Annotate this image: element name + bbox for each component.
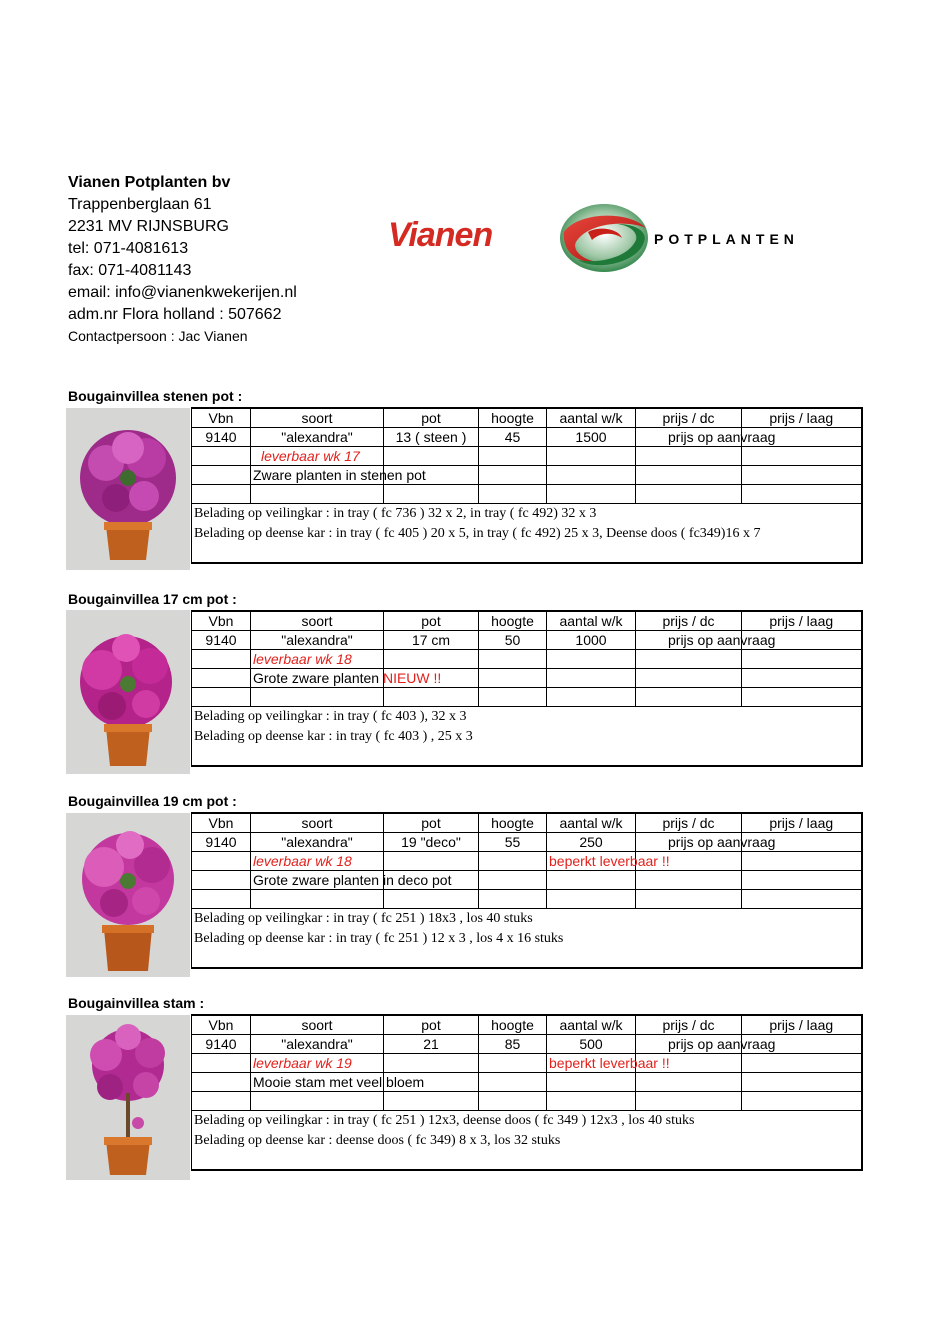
logo-swirl-icon	[558, 202, 650, 274]
new-badge: NIEUW !!	[382, 669, 442, 686]
cell-vbn: 9140	[192, 1035, 251, 1054]
cell-empty	[742, 688, 862, 707]
col-header-hoogte: hoogte	[479, 1015, 547, 1035]
cell-empty	[479, 1092, 547, 1111]
cell-pot: 17 cm	[384, 631, 479, 650]
cell-hoogte: 50	[479, 631, 547, 650]
cell-empty	[384, 852, 479, 871]
loading-notes	[192, 909, 862, 969]
cell-empty	[192, 650, 251, 669]
cell-empty	[636, 871, 742, 890]
col-header-prijs-dc: prijs / dc	[636, 408, 742, 428]
cell-empty	[547, 466, 636, 485]
col-header-vbn: Vbn	[192, 611, 251, 631]
cell-vbn: 9140	[192, 631, 251, 650]
cell-empty	[192, 1054, 251, 1073]
cell-empty	[547, 1092, 636, 1111]
cell-empty	[547, 890, 636, 909]
description-cell	[251, 871, 452, 890]
loading-notes	[192, 1111, 862, 1171]
table-row	[192, 833, 862, 852]
col-header-soort: soort	[251, 1015, 384, 1035]
table-row	[192, 871, 862, 890]
price-text: prijs op aanvraag	[668, 631, 776, 648]
cell-empty	[547, 650, 636, 669]
cell-empty	[192, 669, 251, 688]
table-row	[192, 428, 862, 447]
col-header-hoogte: hoogte	[479, 611, 547, 631]
table-row	[192, 1054, 862, 1073]
logo-subtitle: POTPLANTEN	[654, 231, 799, 247]
table-row	[192, 669, 862, 688]
cell-empty	[636, 890, 742, 909]
product-table	[191, 1014, 863, 1171]
cell-empty	[479, 447, 547, 466]
section-title: Bougainvillea stenen pot :	[68, 388, 243, 404]
cell-empty	[192, 852, 251, 871]
availability-cell	[251, 447, 384, 466]
table-row	[192, 1092, 862, 1111]
cell-empty	[742, 1073, 862, 1092]
product-table	[191, 812, 863, 969]
cell-empty	[384, 447, 479, 466]
company-city: 2231 MV RIJNSBURG	[68, 218, 229, 235]
cell-empty	[742, 871, 862, 890]
col-header-prijs-laag: prijs / laag	[742, 611, 862, 631]
cell-empty	[251, 1092, 384, 1111]
table-row	[192, 631, 862, 650]
cell-aantal: 500	[547, 1035, 636, 1054]
loading-row	[192, 1111, 862, 1171]
cell-empty	[742, 1092, 862, 1111]
loading-veilingkar: Belading op veilingkar : in tray ( fc 736 ) 32 x 2, in tray ( fc 492) 32 x 3	[194, 506, 597, 521]
table-row	[192, 485, 862, 504]
description-text: Mooie stam met veel bloem	[253, 1073, 425, 1090]
col-header-pot: pot	[384, 1015, 479, 1035]
col-header-aantal: aantal w/k	[547, 408, 636, 428]
price-text: prijs op aanvraag	[668, 833, 776, 850]
cell-empty	[479, 466, 547, 485]
loading-notes	[192, 504, 862, 564]
cell-hoogte: 85	[479, 1035, 547, 1054]
cell-empty	[636, 466, 742, 485]
cell-empty	[384, 688, 479, 707]
company-contact: Contactpersoon : Jac Vianen	[68, 328, 248, 344]
cell-empty	[636, 669, 742, 688]
col-header-prijs-laag: prijs / laag	[742, 1015, 862, 1035]
col-header-soort: soort	[251, 408, 384, 428]
table-header-row	[192, 813, 862, 833]
loading-row	[192, 707, 862, 767]
cell-empty	[636, 1073, 742, 1092]
cell-soort: "alexandra"	[251, 428, 384, 447]
section-title: Bougainvillea 17 cm pot :	[68, 591, 237, 607]
cell-empty	[636, 485, 742, 504]
col-header-prijs-dc: prijs / dc	[636, 813, 742, 833]
cell-empty	[479, 485, 547, 504]
description-cell	[251, 466, 426, 485]
availability-note-cell	[547, 852, 670, 871]
availability-text: leverbaar wk 18	[253, 650, 352, 667]
cell-empty	[479, 871, 547, 890]
col-header-prijs-laag: prijs / laag	[742, 408, 862, 428]
price-text: prijs op aanvraag	[668, 1035, 776, 1052]
cell-vbn: 9140	[192, 428, 251, 447]
availability-note: beperkt leverbaar !!	[549, 852, 670, 869]
cell-empty	[636, 447, 742, 466]
loading-row	[192, 504, 862, 564]
availability-cell	[251, 1054, 384, 1073]
company-fax: fax: 071-4081143	[68, 262, 192, 279]
cell-empty	[479, 852, 547, 871]
table-row	[192, 852, 862, 871]
cell-empty	[547, 1073, 636, 1092]
table-row	[192, 466, 862, 485]
section-title: Bougainvillea stam :	[68, 995, 205, 1011]
cell-empty	[384, 890, 479, 909]
cell-empty	[636, 688, 742, 707]
cell-empty	[192, 688, 251, 707]
cell-empty	[479, 669, 547, 688]
col-header-prijs-dc: prijs / dc	[636, 611, 742, 631]
cell-aantal: 1000	[547, 631, 636, 650]
cell-empty	[192, 1073, 251, 1092]
col-header-vbn: Vbn	[192, 1015, 251, 1035]
company-email: email: info@vianenkwekerijen.nl	[68, 284, 297, 301]
table-header-row	[192, 611, 862, 631]
cell-empty	[547, 447, 636, 466]
loading-deense-kar: Belading op deense kar : in tray ( fc 251 ) 12 x 3 , los 4 x 16 stuks	[194, 931, 564, 946]
cell-empty	[742, 852, 862, 871]
cell-prijs	[636, 1035, 776, 1054]
table-row	[192, 1073, 862, 1092]
company-admnr: adm.nr Flora holland : 507662	[68, 306, 282, 323]
cell-prijs	[636, 631, 776, 650]
cell-soort: "alexandra"	[251, 833, 384, 852]
cell-empty	[547, 688, 636, 707]
col-header-aantal: aantal w/k	[547, 813, 636, 833]
cell-empty	[479, 688, 547, 707]
cell-empty	[192, 890, 251, 909]
cell-empty	[636, 650, 742, 669]
cell-vbn: 9140	[192, 833, 251, 852]
description-text: Grote zware planten in deco pot	[253, 871, 452, 888]
company-address-block	[68, 172, 297, 346]
col-header-soort: soort	[251, 813, 384, 833]
col-header-vbn: Vbn	[192, 408, 251, 428]
availability-note: beperkt leverbaar !!	[549, 1054, 670, 1071]
cell-hoogte: 45	[479, 428, 547, 447]
loading-notes	[192, 707, 862, 767]
col-header-aantal: aantal w/k	[547, 1015, 636, 1035]
cell-empty	[479, 650, 547, 669]
cell-aantal: 250	[547, 833, 636, 852]
cell-empty	[251, 688, 384, 707]
col-header-prijs-laag: prijs / laag	[742, 813, 862, 833]
price-text: prijs op aanvraag	[668, 428, 776, 445]
table-row	[192, 890, 862, 909]
col-header-prijs-dc: prijs / dc	[636, 1015, 742, 1035]
product-table	[191, 610, 863, 767]
cell-empty	[742, 1054, 862, 1073]
table-row	[192, 650, 862, 669]
availability-cell	[251, 852, 384, 871]
cell-empty	[742, 447, 862, 466]
table-row	[192, 1035, 862, 1054]
table-header-row	[192, 408, 862, 428]
col-header-hoogte: hoogte	[479, 813, 547, 833]
description-text	[253, 670, 441, 686]
availability-text: leverbaar wk 17	[261, 447, 360, 464]
section-title: Bougainvillea 19 cm pot :	[68, 793, 237, 809]
cell-empty	[384, 650, 479, 669]
cell-empty	[192, 447, 251, 466]
cell-empty	[192, 466, 251, 485]
cell-empty	[479, 1073, 547, 1092]
cell-empty	[479, 1054, 547, 1073]
col-header-soort: soort	[251, 611, 384, 631]
cell-empty	[547, 485, 636, 504]
plant-photo	[66, 610, 190, 774]
cell-prijs	[636, 833, 776, 852]
vianen-logo	[388, 202, 838, 274]
logo-wordmark: Vianen	[388, 216, 493, 254]
cell-pot: 21	[384, 1035, 479, 1054]
cell-hoogte: 55	[479, 833, 547, 852]
col-header-aantal: aantal w/k	[547, 611, 636, 631]
description-cell	[251, 1073, 425, 1092]
availability-text: leverbaar wk 18	[253, 852, 352, 869]
col-header-pot: pot	[384, 611, 479, 631]
cell-empty	[251, 485, 384, 504]
cell-empty	[547, 669, 636, 688]
availability-text: leverbaar wk 19	[253, 1054, 352, 1071]
cell-aantal: 1500	[547, 428, 636, 447]
plant-photo	[66, 813, 190, 977]
cell-empty	[742, 466, 862, 485]
loading-veilingkar: Belading op veilingkar : in tray ( fc 251 ) 12x3, deense doos ( fc 349 ) 12x3 , los 40 stuks	[194, 1113, 695, 1128]
cell-pot: 19 "deco"	[384, 833, 479, 852]
cell-empty	[479, 890, 547, 909]
cell-empty	[547, 871, 636, 890]
cell-empty	[192, 871, 251, 890]
cell-empty	[742, 669, 862, 688]
loading-deense-kar: Belading op deense kar : in tray ( fc 403 ) , 25 x 3	[194, 729, 473, 744]
cell-empty	[384, 485, 479, 504]
cell-pot: 13 ( steen )	[384, 428, 479, 447]
plant-photo	[66, 1015, 190, 1180]
col-header-vbn: Vbn	[192, 813, 251, 833]
col-header-hoogte: hoogte	[479, 408, 547, 428]
loading-deense-kar: Belading op deense kar : in tray ( fc 405 ) 20 x 5, in tray ( fc 492) 25 x 3, Deense doos ( fc349)16 x 7	[194, 526, 761, 541]
cell-soort: "alexandra"	[251, 631, 384, 650]
description-text: Zware planten in stenen pot	[253, 466, 426, 483]
company-street: Trappenberglaan 61	[68, 196, 212, 213]
cell-empty	[636, 1092, 742, 1111]
loading-row	[192, 909, 862, 969]
loading-deense-kar: Belading op deense kar : deense doos ( fc 349) 8 x 3, los 32 stuks	[194, 1133, 561, 1148]
description-main: Grote zware planten	[253, 669, 380, 686]
cell-empty	[384, 1054, 479, 1073]
product-table	[191, 407, 863, 564]
description-cell	[251, 669, 442, 688]
cell-empty	[384, 1092, 479, 1111]
table-row	[192, 447, 862, 466]
availability-note-cell	[547, 1054, 670, 1073]
col-header-pot: pot	[384, 408, 479, 428]
cell-empty	[742, 485, 862, 504]
cell-empty	[251, 890, 384, 909]
cell-empty	[742, 890, 862, 909]
cell-empty	[742, 650, 862, 669]
cell-soort: "alexandra"	[251, 1035, 384, 1054]
plant-photo	[66, 408, 190, 570]
cell-empty	[192, 485, 251, 504]
cell-prijs	[636, 428, 776, 447]
loading-veilingkar: Belading op veilingkar : in tray ( fc 251 ) 18x3 , los 40 stuks	[194, 911, 533, 926]
col-header-pot: pot	[384, 813, 479, 833]
table-row	[192, 688, 862, 707]
table-header-row	[192, 1015, 862, 1035]
loading-veilingkar: Belading op veilingkar : in tray ( fc 403 ), 32 x 3	[194, 709, 467, 724]
cell-empty	[192, 1092, 251, 1111]
company-tel: tel: 071-4081613	[68, 240, 189, 257]
company-name: Vianen Potplanten bv	[68, 174, 231, 191]
availability-cell	[251, 650, 384, 669]
